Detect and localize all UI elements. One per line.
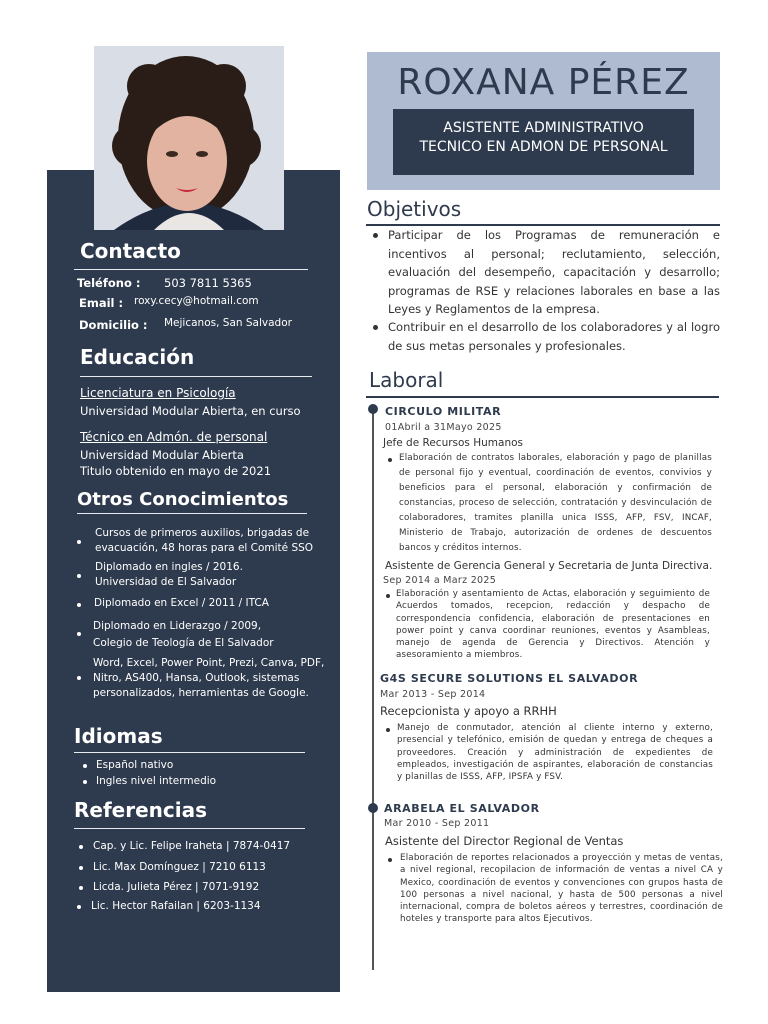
job-role: Asistente del Director Regional de Ventas	[385, 834, 624, 848]
job-date: Mar 2013 - Sep 2014	[380, 689, 486, 700]
objectives-heading: Objetivos	[367, 197, 462, 221]
full-name: ROXANA PÉREZ	[397, 62, 690, 103]
knowledge-item: Word, Excel, Power Point, Prezi, Canva, PDF,	[93, 657, 325, 669]
job-role: Recepcionista y apoyo a RRHH	[380, 704, 557, 718]
profile-photo	[94, 46, 284, 230]
email-value[interactable]: roxy.cecy@hotmail.com	[134, 295, 259, 307]
reference-item: Lic. Hector Rafailan | 6203-1134	[91, 900, 261, 912]
job-role: Jefe de Recursos Humanos	[383, 437, 524, 449]
knowledge-item: Diplomado en Liderazgo / 2009,	[93, 620, 262, 632]
job-company: CIRCULO MILITAR	[385, 405, 502, 418]
knowledge-item: personalizados, herramientas de Google.	[93, 687, 309, 699]
knowledge-item: Diplomado en ingles / 2016.	[95, 561, 243, 573]
address-value: Mejicanos, San Salvador	[164, 317, 292, 329]
job-description: Elaboración de reportes relacionados a proyección y metas de ventas, a nivel regional, recopilacion de información de ventas a nivel CA y Mexico, coordinación de eventos y convenciones con grupos hasta de 100 personas a nivel nacional, y hasta de 500 personas a nivel internacional, compra de boletos aéreos y terrestres, coordinación de hoteles y transporte para altos Ejecutivos.	[400, 853, 723, 925]
bullet-icon	[79, 845, 83, 849]
knowledge-item: Nitro, AS400, Hansa, Outlook, sistemas	[93, 672, 300, 684]
contact-heading: Contacto	[80, 239, 181, 263]
bullet-icon	[386, 594, 390, 598]
bullet-icon	[77, 574, 81, 578]
objective-item: Participar de los Programas de remuneración e incentivos al personal; reclutamiento, selección, evaluación del desempeño, capacitación y desarrollo; programas de RSE y relaciones laborales en base a las Leyes y Reglamentos de la empresa.	[388, 228, 720, 316]
reference-item: Licda. Julieta Pérez | 7071-9192	[93, 881, 260, 893]
timeline-dot	[368, 803, 378, 813]
bullet-icon	[77, 905, 81, 909]
objective-item: Contribuir en el desarrollo de los colaboradores y al logro de sus metas personales y profesionales.	[388, 320, 720, 353]
bullet-icon	[388, 458, 392, 462]
timeline-line	[372, 408, 374, 970]
job-date: Mar 2010 - Sep 2011	[384, 818, 490, 829]
knowledge-item: Universidad de El Salvador	[95, 576, 237, 588]
education-school: Universidad Modular Abierta, en curso	[80, 404, 301, 418]
education-note: Titulo obtenido en mayo de 2021	[80, 464, 272, 478]
references-heading: Referencias	[74, 798, 208, 822]
bullet-icon	[373, 325, 378, 330]
bullet-icon	[386, 728, 390, 732]
bullet-icon	[388, 858, 392, 862]
phone-value: 503 7811 5365	[164, 276, 252, 290]
phone-label: Teléfono :	[77, 276, 141, 290]
reference-item: Lic. Max Domínguez | 7210 6113	[93, 861, 266, 873]
job-title-box	[393, 109, 694, 175]
bullet-icon	[77, 540, 81, 544]
job-title-line: ASISTENTE ADMINISTRATIVO	[443, 120, 644, 136]
bullet-icon	[77, 676, 81, 680]
knowledge-heading: Otros Conocimientos	[77, 489, 289, 510]
bullet-icon	[79, 886, 83, 890]
job-description: Manejo de conmutador, atención al cliente interno y externo, presencial y telefónico, emisión de quedan y entrega de cheques a proveedores. Creación y administración de expedientes de empleados, investigación de aspirantes, elaboración de constancias y planillas de ISSS, AFP, IPSFA y FSV.	[397, 723, 713, 783]
address-label: Domicilio :	[79, 318, 148, 332]
bullet-icon	[77, 603, 81, 607]
bullet-icon	[83, 780, 87, 784]
education-heading: Educación	[80, 345, 195, 369]
education-school: Universidad Modular Abierta	[80, 448, 244, 462]
reference-item: Cap. y Lic. Felipe Iraheta | 7874-0417	[93, 840, 291, 852]
knowledge-item: Diplomado en Excel / 2011 / ITCA	[94, 597, 269, 609]
job-company: ARABELA EL SALVADOR	[384, 802, 540, 815]
knowledge-item: evacuación, 48 horas para el Comité SSO	[95, 542, 314, 554]
job-date: 01Abril a 31Mayo 2025	[385, 422, 502, 433]
email-label: Email :	[79, 296, 124, 310]
education-degree: Licenciatura en Psicología	[80, 386, 236, 400]
timeline-dot	[368, 404, 378, 414]
contact-divider	[74, 269, 308, 270]
language-item: Español nativo	[96, 759, 174, 771]
job-role: Asistente de Gerencia General y Secretaria de Junta Directiva.	[385, 560, 713, 572]
knowledge-divider	[77, 513, 307, 514]
laboral-heading: Laboral	[369, 368, 444, 392]
laboral-divider	[366, 396, 719, 398]
job-date: Sep 2014 a Marz 2025	[383, 575, 497, 586]
knowledge-item: Colegio de Teología de El Salvador	[93, 637, 274, 649]
job-description: Elaboración de contratos laborales, elaboración y pago de planillas de personal fijo y eventual, coordinación de eventos, convivios y beneficios para el personal, elaboración y confirmación de constancias, proceso de selección, contratación y desvinculación de colaboradores, tramites planilla unica ISSS, AFP, FSV, INCAF, Ministerio de Trabajo, autorización de ordenes de descuentos bancos y créditos internos.	[399, 453, 712, 553]
knowledge-item: Cursos de primeros auxilios, brigadas de	[95, 527, 310, 539]
education-degree: Técnico en Admón. de personal	[80, 430, 268, 444]
job-description: Elaboración y asentamiento de Actas, elaboración y seguimiento de Acuerdos tomados, recepcion, redacción y despacho de correspondencia confidencia, elaboración de presentaciones en power point y canva coordinar reuniones, eventos y Asambleas, manejo de agenda de Gerencia y Directivos. Atención y asesoramiento a miembros.	[396, 589, 710, 661]
language-item: Ingles nivel intermedio	[96, 775, 217, 787]
job-company: G4S SECURE SOLUTIONS EL SALVADOR	[380, 672, 639, 685]
bullet-icon	[83, 764, 87, 768]
languages-heading: Idiomas	[74, 724, 163, 748]
languages-divider	[74, 752, 305, 753]
references-divider	[74, 828, 305, 829]
bullet-icon	[373, 233, 378, 238]
job-title-line: TECNICO EN ADMON DE PERSONAL	[419, 139, 668, 155]
education-divider	[80, 376, 312, 377]
bullet-icon	[77, 632, 81, 636]
bullet-icon	[79, 866, 83, 870]
